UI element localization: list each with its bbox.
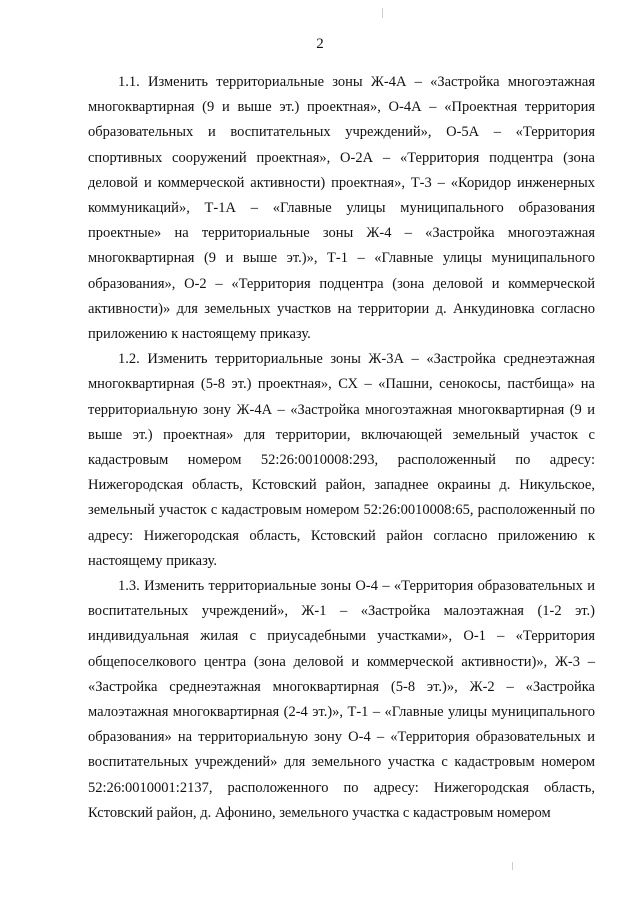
- paragraph-1-1: 1.1. Изменить территориальные зоны Ж-4А – «Застройка многоэтажная многоквартирная (9 и выше эт.) проектная», О-4А – «Проектная территория образовательных и воспитательных учреждений», О-5А – «Территория спортивных сооружений проектная», О-2А – «Территория подцентра (зона деловой и коммерческой активности) проектная», Т-3 – «Коридор инженерных коммуникаций», Т-1А – «Главные улицы муниципального образования проектные» на территориальные зоны Ж-4 – «Застройка многоэтажная многоквартирная (9 и выше эт.)», Т-1 – «Главные улицы муниципального образования», О-2 – «Территория подцентра (зона деловой и коммерческой активности)» для земельных участков на территории д. Анкудиновка согласно приложению к настоящему приказу.: [88, 74, 595, 343]
- document-body: [88, 70, 595, 826]
- page-number: 2: [316, 36, 324, 52]
- paragraph-1-3: 1.3. Изменить территориальные зоны О-4 – «Территория образовательных и воспитательных учреждений», Ж-1 – «Застройка малоэтажная (1-2 эт.) индивидуальная жилая с приусадебными участками», О-1 – «Территория общепоселкового центра (зона деловой и коммерческой активности)», Ж-3 – «Застройка среднеэтажная многоквартирная (5-8 эт.)», Ж-2 – «Застройка малоэтажная многоквартирная (2-4 эт.)», Т-1 – «Главные улицы муниципального образования» на территориальную зону О-4 – «Территория образовательных и воспитательных учреждений» для земельного участка с кадастровым номером 52:26:0010001:2137, расположенного по адресу: Нижегородская область, Кстовский район, д. Афонино, земельного участка с кадастровым номером: [88, 578, 595, 821]
- scan-artifact-bottom: [512, 862, 513, 870]
- paragraph-1-2: 1.2. Изменить территориальные зоны Ж-3А – «Застройка среднеэтажная многоквартирная (5-8 эт.) проектная», СХ – «Пашни, сенокосы, пастбища» на территориальную зону Ж-4А – «Застройка многоэтажная многоквартирная (9 и выше эт.) проектная» для территории, включающей земельный участок с кадастровым номером 52:26:0010008:293, расположенный по адресу: Нижегородская область, Кстовский район, западнее окраины д. Никульское, земельный участок с кадастровым номером 52:26:0010008:65, расположенный по адресу: Нижегородская область, Кстовский район согласно приложению к настоящему приказу.: [88, 351, 595, 569]
- scan-artifact-top: [382, 8, 383, 18]
